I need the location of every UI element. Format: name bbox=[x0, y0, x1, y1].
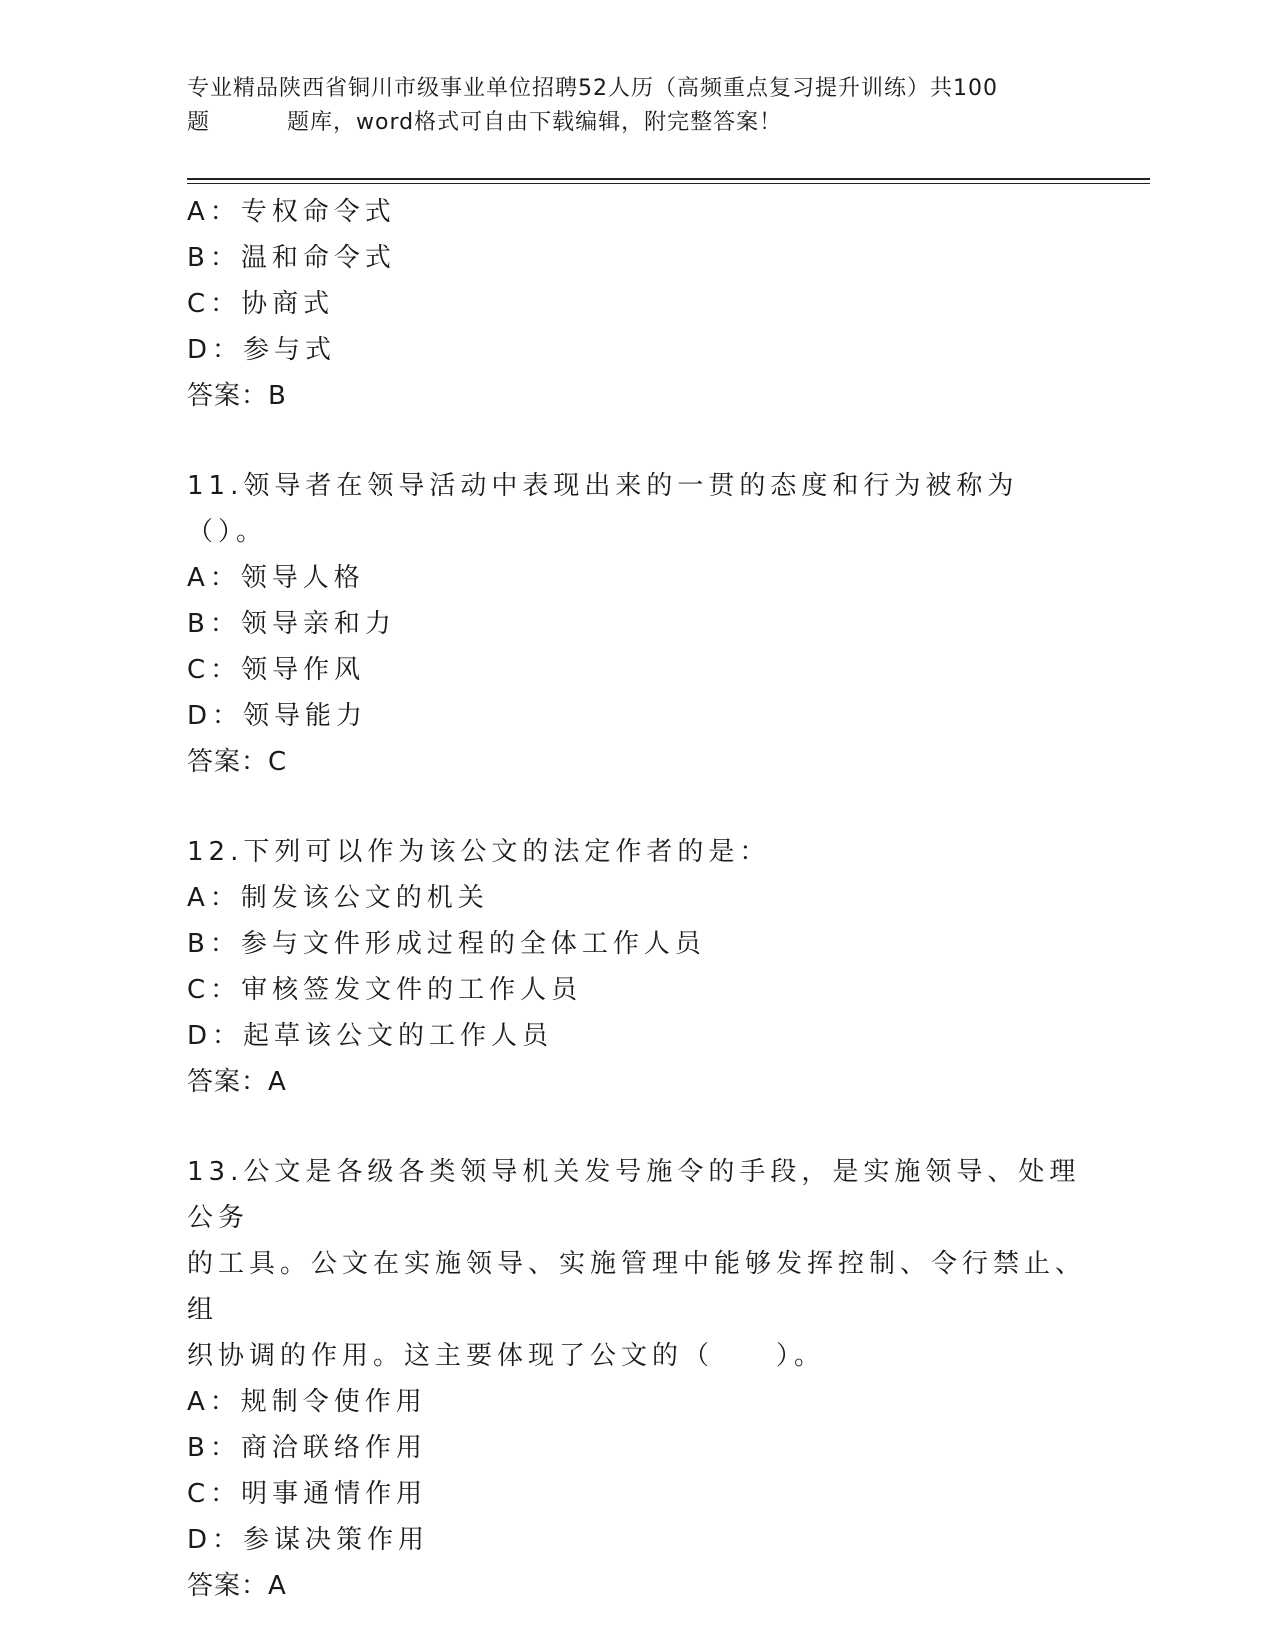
option-a: A：制发该公文的机关 bbox=[187, 883, 489, 913]
answer-line: 答案：A bbox=[187, 1571, 287, 1601]
header-line-2-text: 题库，word格式可自由下载编辑，附完整答案！ bbox=[287, 110, 783, 135]
question-stem-line-3: 织协调的作用。这主要体现了公文的（ ）。 bbox=[187, 1341, 826, 1371]
header-line-1: 专业精品陕西省铜川市级事业单位招聘52人历（高频重点复习提升训练）共100 bbox=[187, 76, 998, 101]
option-d: D：领导能力 bbox=[187, 701, 368, 731]
header-line-2-lead: 题 bbox=[187, 110, 211, 135]
option-c: C：领导作风 bbox=[187, 655, 366, 685]
question-stem-line-1: 13.公文是各级各类领导机关发号施令的手段，是实施领导、处理公务 bbox=[187, 1157, 1081, 1233]
option-d: D：参谋决策作用 bbox=[187, 1525, 430, 1555]
question-stem: 12.下列可以作为该公文的法定作者的是： bbox=[187, 837, 771, 867]
option-c: C：明事通情作用 bbox=[187, 1479, 428, 1509]
option-d: D：参与式 bbox=[187, 335, 337, 365]
question-stem: 11.领导者在领导活动中表现出来的一贯的态度和行为被称为（）。 bbox=[187, 471, 1019, 547]
option-b: B：领导亲和力 bbox=[187, 609, 396, 639]
option-b: B：参与文件形成过程的全体工作人员 bbox=[187, 929, 706, 959]
question-block-12 bbox=[187, 829, 1087, 1105]
answer-line: 答案：A bbox=[187, 1067, 287, 1097]
option-c: C：协商式 bbox=[187, 289, 335, 319]
answer-line: 答案：C bbox=[187, 747, 288, 777]
header-divider-thick bbox=[187, 178, 1150, 180]
option-b: B：温和命令式 bbox=[187, 243, 396, 273]
question-block-11 bbox=[187, 463, 1087, 785]
question-list bbox=[187, 189, 1087, 1609]
option-b: B：商洽联络作用 bbox=[187, 1433, 427, 1463]
header-line-2 bbox=[187, 106, 1087, 140]
option-d: D：起草该公文的工作人员 bbox=[187, 1021, 554, 1051]
option-a: A：专权命令式 bbox=[187, 197, 396, 227]
question-block-13 bbox=[187, 1149, 1087, 1609]
option-c: C：审核签发文件的工作人员 bbox=[187, 975, 583, 1005]
header-divider-thin bbox=[187, 183, 1150, 184]
question-block-10 bbox=[187, 189, 1087, 419]
option-a: A：领导人格 bbox=[187, 563, 365, 593]
question-stem-line-2: 的工具。公文在实施领导、实施管理中能够发挥控制、令行禁止、组 bbox=[187, 1249, 1087, 1325]
answer-line: 答案：B bbox=[187, 381, 287, 411]
option-a: A：规制令使作用 bbox=[187, 1387, 427, 1417]
document-header bbox=[187, 72, 1087, 140]
